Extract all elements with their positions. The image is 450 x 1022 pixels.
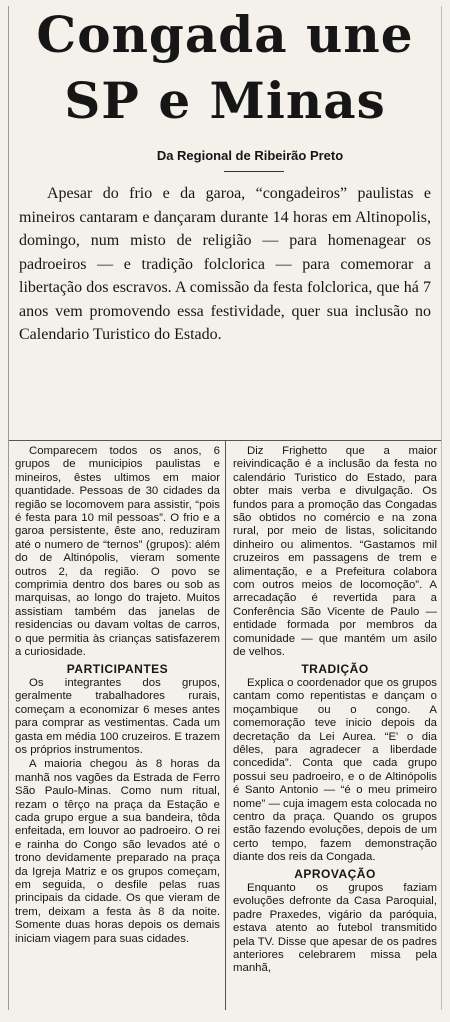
- subheading-aprovacao: APROVAÇÃO: [294, 866, 376, 881]
- subheading-participantes: PARTICIPANTES: [66, 661, 169, 676]
- right-paragraph-2: Explica o coordenador que os grupos cantam como repentistas e dançam o moçambique ou o congo. A comemoração teve inicio depois da decretação da Lei Aurea. “E' o dia dêles, para agradecer a liberdade concedida”. Conta que cada grupo possui seu padroeiro, e o de Altinópolis é Santo Antonio — “é o meu primeiro nome” — cuja imagem esta colocada no centro da praça. Quando os grupos estão fazendo evoluções, depois de um certo tempo, fazem demonstração diante dos reis da Congada.: [233, 676, 437, 864]
- newspaper-clipping: [8, 6, 442, 1010]
- subheading-tradicao: TRADIÇÃO: [301, 661, 369, 676]
- headline-line-2: SP e Minas: [64, 71, 386, 130]
- left-paragraph-2: Os integrantes dos grupos, geralmente trabalhadores rurais, começam a economizar 6 meses antes para comprar as vestimentas. Cada um gasta em média 100 cruzeiros. E trazem os próprios instrumentos.: [15, 676, 220, 756]
- right-paragraph-1: Diz Frighetto que a maior reivindicação é a inclusão da festa no calendário Turistico do Estado, para obter mais verba e divulgação. Os fundos para a promoção das Congadas são obtidos no comércio e na zona rural, por meio de listas, solicitando dinheiro ou alimentos. “Gastamos mil cruzeiros em passagens de trem e alimentação, e a Prefeitura colabora com outros meios de locomoção”. A arrecadação é revertida para a Conferência São Vicente de Paulo — entidade formada por membros da comunidade — que mantém um asilo de velhos.: [233, 445, 437, 659]
- left-paragraph-1: Comparecem todos os anos, 6 grupos de municipios paulistas e mineiros, êstes ultimos em maior quantidade. Pessoas de 30 cidades da região se locomovem para assistir, “pois é festa para 10 mil pessoas”. O frio e a garoa persistente, êste ano, reduziram até o numero de “ternos” (grupos): além do de Altinópolis, vieram somente outros 2, da região. O povo se comprimia dentro dos bares ou sob as marquisas, ao longo do trajeto. Muitos assistiam também das janelas de residencias ou davam voltas de carros, o que permitia às crianças satisfazerem a curiosidade.: [15, 445, 220, 659]
- article-columns: [9, 440, 441, 1010]
- byline: Da Regional de Ribeirão Preto: [156, 148, 344, 163]
- lead-paragraph: Apesar do frio e da garoa, “congadeiros” paulistas e mineiros cantaram e dançaram durante 14 horas em Altinopolis, domingo, num misto de religião — para homenagear os padroeiros — e tradição folclorica — para comemorar a libertação dos escravos. A comissão da festa folclorica, que há 7 anos vem promovendo essa festividade, quer sua inclusão no Calendario Turistico do Estado.: [19, 185, 431, 343]
- headline-line-1: Congada une: [36, 5, 414, 64]
- left-column: [9, 441, 225, 1010]
- left-paragraph-3: A maioria chegou às 8 horas da manhã nos vagões da Estrada de Ferro São Paulo-Minas. Como num ritual, rezam o têrço na praça da Estação e cada grupo ergue a sua bandeira, tôda enfeitada, em louvor ao padroeiro. O rei e rainha do Congo são levados até o trono devidamente preparado na praça da Igreja Matriz e os grupos começam, em seguida, o desfile pelas ruas principais da cidade. Os que vieram de trem, deixam a festa às 8 da noite. Somente duas horas depois os demais iniciam viagem para suas cidades.: [15, 758, 220, 945]
- byline-divider: [224, 171, 284, 172]
- right-paragraph-3: Enquanto os grupos faziam evoluções defronte da Casa Paroquial, padre Praxedes, vigário da paróquia, estava atento ao futebol transmitido pela TV. Disse que apesar de os padres anteriores celebrarem missa pela manhã,: [233, 882, 437, 975]
- right-column: [225, 441, 441, 1010]
